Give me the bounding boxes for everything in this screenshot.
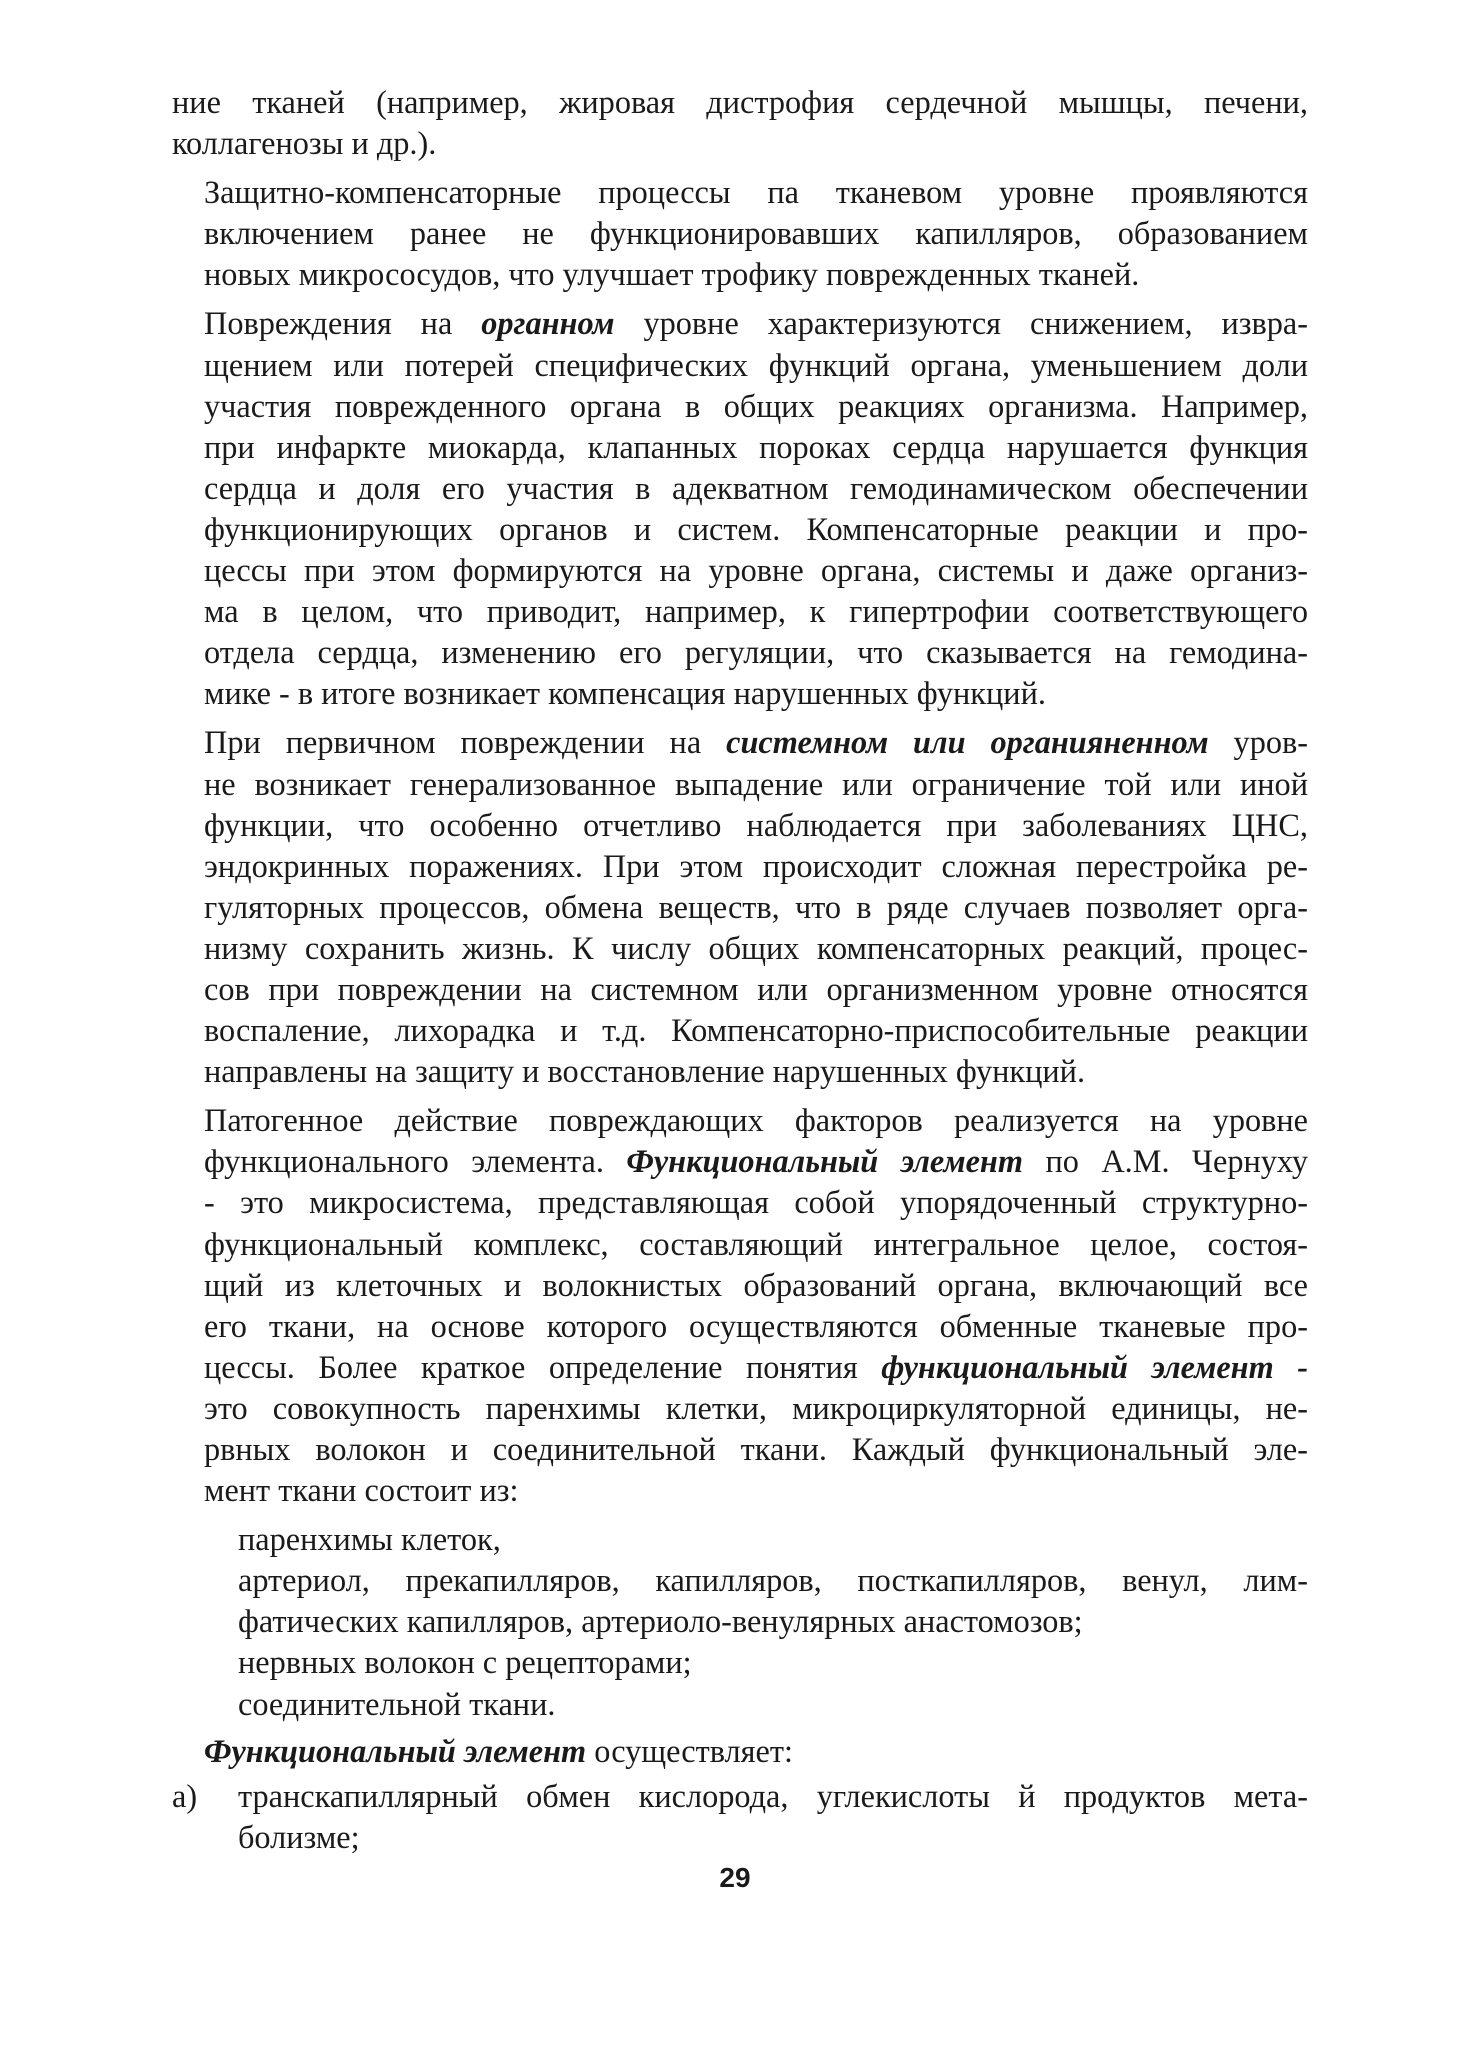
emphasized-term: функциональный элемент - (881, 1348, 1308, 1385)
text-line: это совокупность паренхимы клетки, микроциркуляторной единицы, не- (204, 1389, 1308, 1426)
paragraph-system-level (172, 722, 1308, 1092)
text-run: по А.М. Чернуху (1022, 1143, 1308, 1180)
text-line: не возникает генерализованное выпадение или ограничение той или иной (204, 765, 1308, 802)
enum-marker: а) (172, 1777, 198, 1814)
text-run: Повреждения на (204, 305, 482, 342)
enum-text: транскапиллярный обмен кислорода, углекислоты й продуктов мета- (238, 1777, 1308, 1814)
paragraph-functional-element (172, 1100, 1308, 1511)
text-line: коллагенозы и др.). (172, 125, 437, 162)
text-line: воспаление, лихорадка и т.д. Компенсаторно-приспособительные реакции (204, 1012, 1308, 1049)
text-line: ма в целом, что приводит, например, к гипертрофии соответствующего (204, 593, 1308, 630)
text-line: сердца и доля его участия в адекватном гемодинамическом обеспечении (204, 469, 1308, 506)
text-line: - это микросистема, представляющая собой упорядоченный структурно- (204, 1184, 1308, 1221)
paragraph-organ-level (172, 303, 1308, 714)
list-item-text: артериол, прекапилляров, капилляров, посткапилляров, венул, лим- (238, 1562, 1308, 1599)
paragraph-tissue-level (172, 172, 1308, 295)
text-line: щий из клеточных и волокнистых образований органа, включающий все (204, 1266, 1308, 1303)
list-item-text: фатических капилляров, артериоло-венулярных анастомозов; (238, 1603, 1083, 1640)
text-run: цессы. Более краткое определение понятия (204, 1348, 882, 1385)
text-line: его ткани, на основе которого осуществляются обменные тканевые про- (204, 1307, 1308, 1344)
text-line: низму сохранить жизнь. К числу общих компенсаторных реакций, процес- (204, 929, 1308, 966)
text-line (172, 722, 1308, 763)
list-item-text: паренхимы клеток, (238, 1521, 501, 1558)
text-line: при инфаркте миокарда, клапанных пороках сердца нарушается функция (204, 428, 1308, 465)
enumerated-item (172, 1776, 1308, 1858)
text-line: включением ранее не функционировавших капилляров, образованием (204, 215, 1308, 252)
text-run: При первичном повреждении на (204, 724, 727, 761)
paragraph-continuation (172, 82, 1308, 164)
text-line: сов при повреждении на системном или организменном уровне относятся (204, 970, 1308, 1007)
text-line (172, 303, 1308, 344)
text-run: уров- (1208, 724, 1308, 761)
text-line: функциональный комплекс, составляющий интегральное целое, состоя- (204, 1225, 1308, 1262)
text-line: Защитно-компенсаторные процессы па тканевом уровне проявляются (204, 174, 1308, 211)
text-line: ние тканей (например, жировая дистрофия сердечной мышцы, печени, (172, 84, 1308, 120)
emphasized-term: органном (481, 305, 615, 342)
text-line (172, 1141, 1308, 1182)
list-item-text: соединительной ткани. (238, 1685, 556, 1722)
text-line: цессы при этом формируются на уровне органа, системы и даже организ- (204, 552, 1308, 589)
list-item-text: нервных волокон с рецепторами; (238, 1644, 692, 1681)
component-list (172, 1519, 1308, 1724)
text-run: осуществляет: (586, 1732, 793, 1769)
text-line: эндокринных поражениях. При этом происходит сложная перестройка ре- (204, 847, 1308, 884)
text-line: участия поврежденного органа в общих реакциях организма. Например, (204, 387, 1308, 424)
emphasized-term: Функциональный элемент (204, 1732, 587, 1769)
emphasized-term: системном или органияненном (726, 724, 1209, 761)
text-run: уровне характеризуются снижением, извра- (614, 305, 1309, 342)
text-line: направлены на защиту и восстановление нарушенных функций. (204, 1053, 1086, 1090)
list-item (172, 1642, 1308, 1683)
text-line: мент ткани состоит из: (204, 1472, 519, 1509)
text-line: рвных волокон и соединительной ткани. Каждый функциональный эле- (204, 1431, 1308, 1467)
text-line: Патогенное действие повреждающих факторов реализуется на уровне (204, 1102, 1308, 1139)
text-line: щением или потерей специфических функций органа, уменьшением доли (204, 346, 1308, 383)
text-line: новых микрососудов, что улучшает трофику поврежденных тканей. (204, 256, 1140, 293)
function-intro (172, 1731, 1308, 1772)
text-line: функционирующих органов и систем. Компенсаторные реакции и про- (204, 510, 1308, 547)
page-number: 29 (719, 1862, 751, 1893)
list-item (172, 1684, 1308, 1725)
text-line (172, 1347, 1308, 1388)
text-line: отдела сердца, изменению его регуляции, что сказывается на гемодина- (204, 634, 1308, 671)
list-item (172, 1519, 1308, 1560)
text-line: гуляторных процессов, обмена веществ, что в ряде случаев позволяет орга- (204, 888, 1308, 925)
emphasized-term: Функциональный элемент (626, 1143, 1023, 1180)
list-item (172, 1560, 1308, 1642)
text-run: функционального элемента. (204, 1143, 627, 1180)
document-page (172, 82, 1308, 1858)
text-line: функции, что особенно отчетливо наблюдается при заболеваниях ЦНС, (204, 806, 1308, 843)
enum-text: болизме; (238, 1818, 360, 1855)
text-line: мике - в итоге возникает компенсация нарушенных функций. (204, 675, 1046, 712)
